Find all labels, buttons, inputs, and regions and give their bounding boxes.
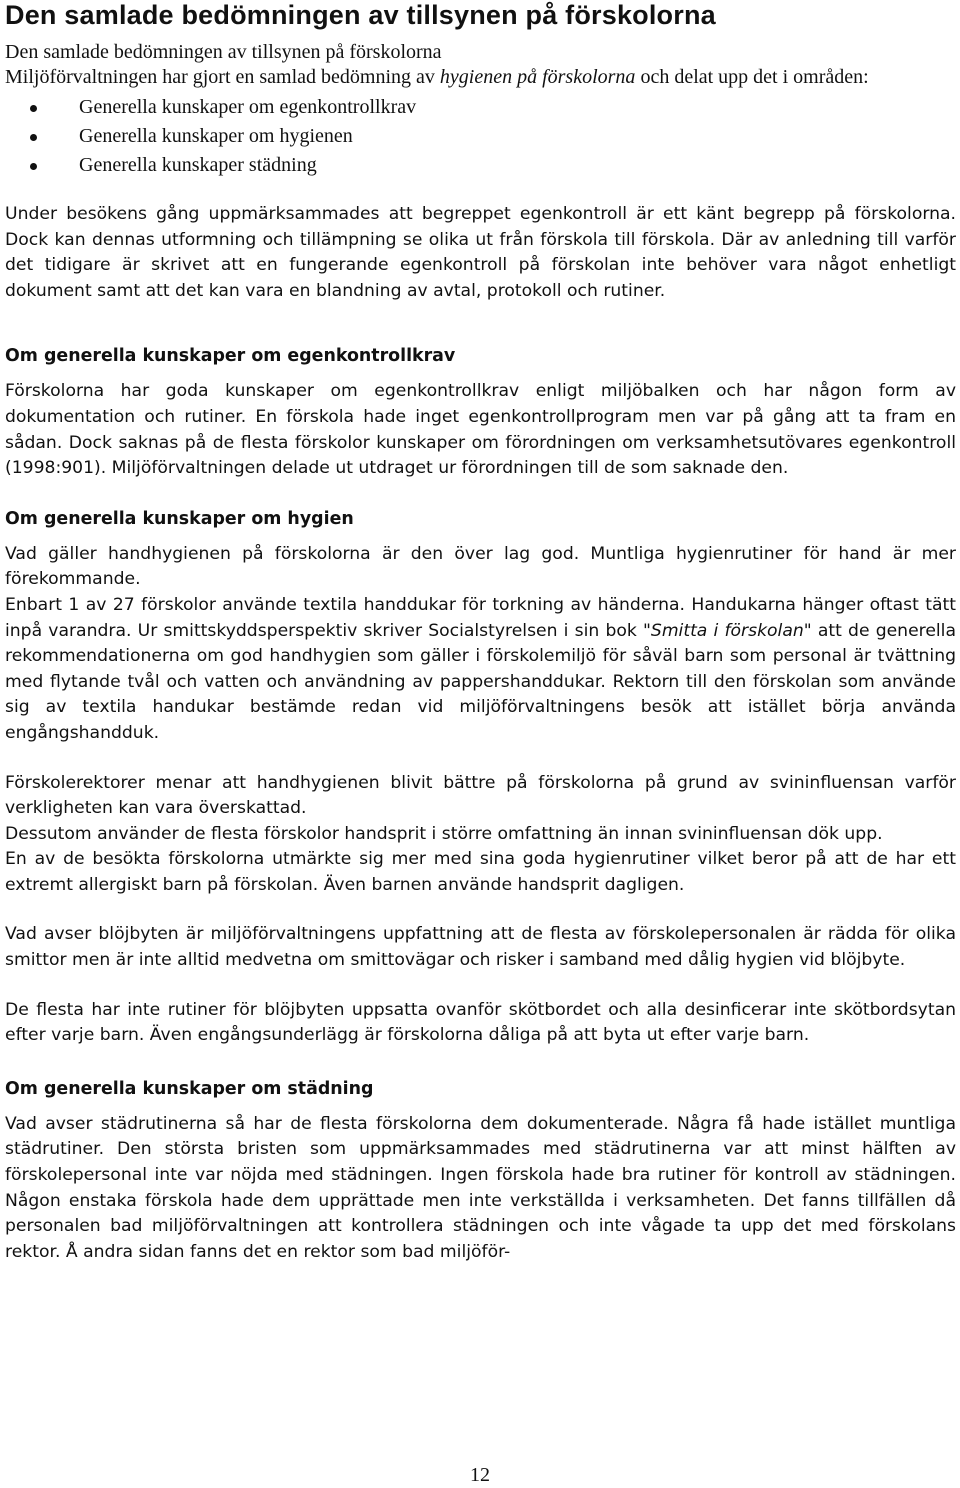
list-item xyxy=(5,122,956,151)
bullet-icon xyxy=(30,105,37,112)
paragraph-egenkontroll: Förskolorna har goda kunskaper om egenkontrollkrav enligt miljöbalken och har någon form av dokumentation och rutiner. En förskola hade inget egenkontrollprogram men var på gång att ta fram en sådan. Dock saknas på de flesta förskolor kunskaper om förordningen om verksamhetsutövares egenkontroll (1998:901). Miljöförvaltningen delade ut utdraget ur förordningen till de som saknade den. xyxy=(5,381,956,479)
list-item xyxy=(5,93,956,122)
section-heading-stadning: Om generella kunskaper om städning xyxy=(5,1078,374,1099)
paragraph-hygien-3: Förskolerektorer menar att handhygienen blivit bättre på förskolorna på grund av svininfluensan varför verkligheten kan vara överskattad. xyxy=(5,772,956,819)
intro-emphasis: hygienen på förskolorna xyxy=(439,66,636,88)
page-number: 12 xyxy=(470,1464,490,1486)
intro-paragraph xyxy=(5,65,956,90)
section-heading-hygien: Om generella kunskaper om hygien xyxy=(5,508,354,529)
paragraph-hygien-5: En av de besökta förskolorna utmärkte sig mer med sina goda hygienrutiner vilket beror på att de har ett extremt allergiskt barn på förskolan. Även barnen använde handsprit dagligen. xyxy=(5,849,956,895)
paragraph-hygien-2 xyxy=(5,593,956,747)
paragraph-stadning: Vad avser städrutinerna så har de flesta förskolorna dem dokumenterade. Några få hade istället muntliga städrutiner. Den största bristen som uppmärksammades med städrutinerna var att minst hälften av förskolepersonal inte var nöjda med städningen. Ingen förskola hade bra rutiner för kontroll av städningen. Någon enstaka förskola hade dem upprättade men inte verkställda i verksamheten. Det fanns tillfällen då personalen bad miljöförvaltningen att kontrollera städningen och inte vågade ta upp det med förskolans rektor. Å andra sidan fanns det en rektor som bad miljöför- xyxy=(5,1113,956,1262)
paragraph-egenkontroll-intro: Under besökens gång uppmärksammades att begreppet egenkontroll är ett känt begrepp på förskolorna. Dock kan dennas utformning och tillämpning se olika ut från förskola till förskola. Där av anledning till varför det tidigare är skrivet att en fungerande egenkontroll på förskolan inte behöver vara något enhetligt dokument samt att det kan vara en blandning av avtal, protokoll och rutiner. xyxy=(5,204,956,301)
area-list xyxy=(5,90,956,180)
section-heading-egenkontroll: Om generella kunskaper om egenkontrollkrav xyxy=(5,346,456,367)
paragraph-hygien-7: De flesta har inte rutiner för blöjbyten uppsatta ovanför skötbordet och alla desinficerar inte skötbordsytan efter varje barn. Även engångsunderlägg är förskolorna dåliga på att byta ut efter varje barn. xyxy=(5,999,956,1046)
intro-text-after: och delat upp det i områden: xyxy=(635,66,869,88)
bullet-icon xyxy=(30,163,37,170)
list-item-label: Generella kunskaper städning xyxy=(79,154,317,176)
bullet-icon xyxy=(30,134,37,141)
paragraph-hygien-6: Vad avser blöjbyten är miljöförvaltningens uppfattning att de flesta av förskolepersonalen är rädda för olika smittor men är inte alltid medvetna om smittovägar och risker i samband med dålig hygien vid blöjbyte. xyxy=(5,924,956,971)
paragraph-hygien-2-after: att de generella rekommendationerna om god handhygien som gäller i förskolemiljö för såväl barn som personal är tvättning med flytande tvål och vatten och användning av pappershanddukar. Rektorn till den förskolan som använde sig av textila handukar bestämde redan vid miljöförvaltningens besök att istället börja använda engångshandduk. xyxy=(5,620,956,743)
list-item-label: Generella kunskaper om egenkontrollkrav xyxy=(79,96,417,118)
subtitle: Den samlade bedömningen av tillsynen på förskolorna xyxy=(5,41,442,63)
list-item-label: Generella kunskaper om hygienen xyxy=(79,125,353,147)
paragraph-hygien-1: Vad gäller handhygienen på förskolorna är den över lag god. Muntliga hygienrutiner för hand är mer förekommande. xyxy=(5,543,956,590)
intro-text-before: Miljöförvaltningen har gjort en samlad bedömning av xyxy=(5,66,440,88)
paragraph-hygien-4: Dessutom använder de flesta förskolor handsprit i större omfattning än innan svininfluensan dök upp. xyxy=(5,823,883,844)
list-item xyxy=(5,151,956,180)
book-title: "Smitta i förskolan" xyxy=(643,620,812,641)
page-title: Den samlade bedömningen av tillsynen på förskolorna xyxy=(5,0,716,30)
paragraph-hygien-2-before: Enbart 1 av 27 förskolor använde textila handdukar för torkning av händerna. Handukarna hänger oftast tätt inpå varandra. Ur smittskyddsperspektiv skriver Socialstyrelsen i sin bok xyxy=(5,594,956,641)
